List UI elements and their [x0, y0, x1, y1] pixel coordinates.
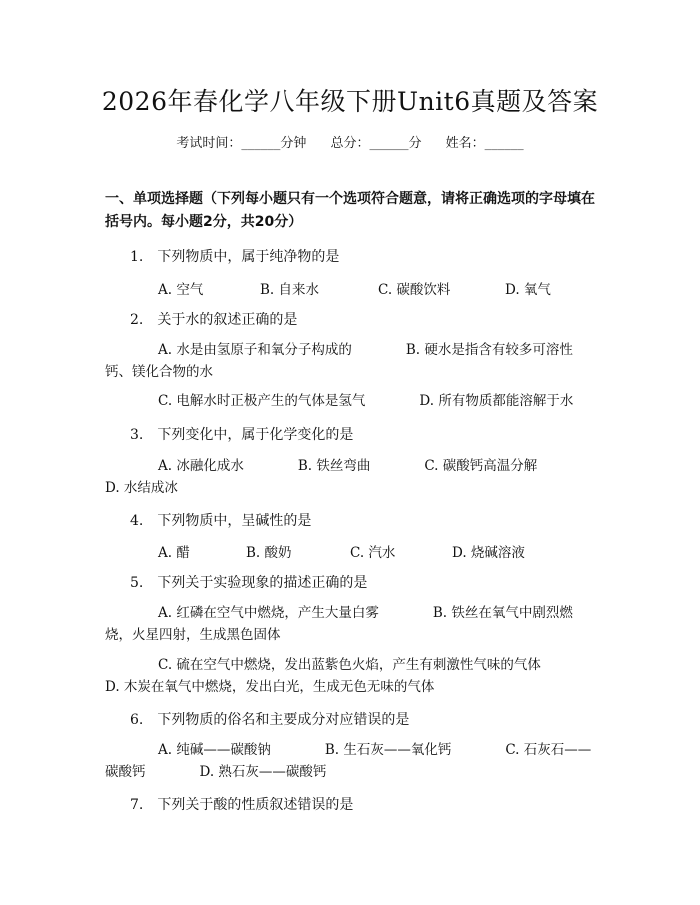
- question-5-options-cd: C. 硫在空气中燃烧，发出蓝紫色火焰，产生有刺激性气味的气体 D. 木炭在氧气中燃烧，发出白光，生成无色无味的气体: [105, 657, 595, 695]
- question-2-options-cd: C. 电解水时正极产生的气体是氢气 D. 所有物质都能溶解于水: [158, 393, 574, 409]
- question-4-option-d: D. 烧碱溶液: [452, 545, 525, 561]
- question-1-option-b: B. 自来水: [260, 282, 320, 298]
- question-4-stem: 4. 下列物质中，呈碱性的是: [130, 513, 312, 529]
- question-3-stem: 3. 下列变化中，属于化学变化的是: [130, 427, 354, 443]
- section-heading: 一、单项选择题（下列每小题只有一个选项符合题意，请将正确选项的字母填在括号内。每小题2分，共20分）: [105, 191, 595, 230]
- question-6-options: A. 纯碱——碳酸钠 B. 生石灰——氧化钙 C. 石灰石——碳酸钙 D. 熟石灰——碳酸钙: [105, 742, 592, 780]
- exam-score: 总分：______分: [330, 136, 422, 151]
- student-name: 姓名：______: [445, 136, 524, 151]
- exam-time: 考试时间：______分钟: [176, 136, 307, 151]
- question-2-options-ab: A. 水是由氢原子和氧分子构成的 B. 硬水是指含有较多可溶性钙、镁化合物的水: [105, 342, 573, 380]
- question-5-stem: 5. 下列关于实验现象的描述正确的是: [130, 575, 368, 591]
- question-4-option-b: B. 酸奶: [246, 545, 292, 561]
- page-title: 2026年春化学八年级下册Unit6真题及答案: [101, 87, 599, 116]
- question-1-stem: 1. 下列物质中，属于纯净物的是: [130, 249, 340, 265]
- question-1-option-a: A. 空气: [158, 282, 204, 298]
- question-1-option-c: C. 碳酸饮料: [378, 282, 451, 298]
- question-6-stem: 6. 下列物质的俗名和主要成分对应错误的是: [130, 712, 410, 728]
- question-3-options: A. 冰融化成水 B. 铁丝弯曲 C. 碳酸钙高温分解 D. 水结成冰: [105, 458, 592, 496]
- question-2-stem: 2. 关于水的叙述正确的是: [130, 312, 298, 328]
- question-5-options-ab: A. 红磷在空气中燃烧，产生大量白雾 B. 铁丝在氧气中剧烈燃烧，火星四射，生成黑色固体: [105, 605, 573, 643]
- question-4-option-a: A. 醋: [158, 545, 190, 561]
- question-7-stem: 7. 下列关于酸的性质叙述错误的是: [130, 797, 354, 813]
- question-1-option-d: D. 氧气: [505, 282, 551, 298]
- question-4-option-c: C. 汽水: [350, 545, 396, 561]
- exam-meta: [0, 132, 700, 151]
